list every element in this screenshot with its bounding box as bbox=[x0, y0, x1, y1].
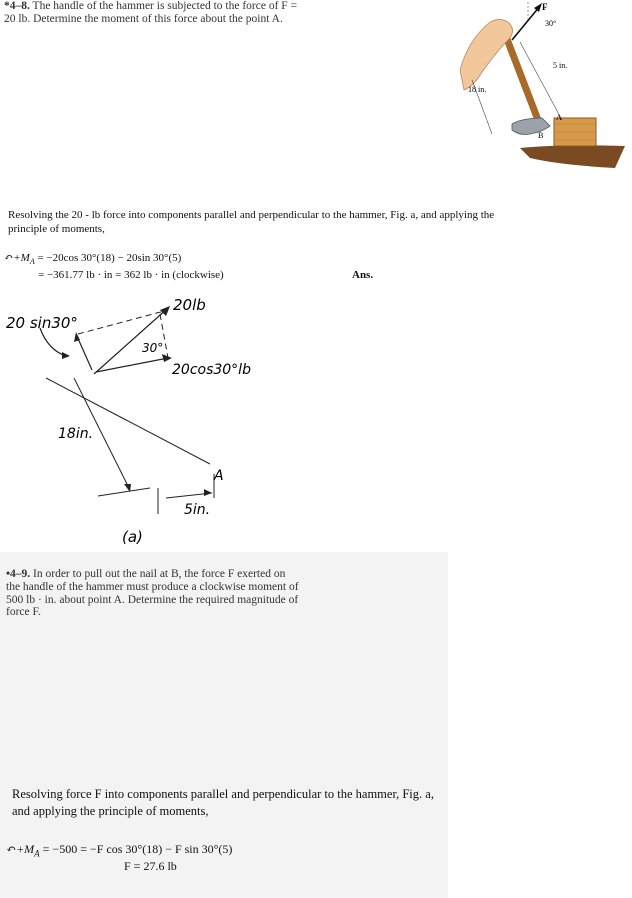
sketch-label-20lb: 20lb bbox=[173, 296, 206, 314]
solution-4-8-intro: Resolving the 20 - lb force into components parallel and perpendicular to the hammer, Fig. a, and applying the principle of moments, bbox=[8, 209, 495, 235]
sketch-a bbox=[0, 288, 310, 550]
floor-board bbox=[520, 145, 625, 168]
force-label: F bbox=[542, 2, 548, 12]
moment-equation-line1 bbox=[4, 251, 181, 266]
problem-number: *4–8. bbox=[4, 0, 30, 12]
moment-rhs: = −20cos 30°(18) − 20sin 30°(5) bbox=[37, 252, 182, 264]
problem-text: The handle of the hammer is subjected to the force of F = 20 lb. Determine the moment of this force about the point A. bbox=[4, 0, 298, 25]
sketch-label-a: A bbox=[214, 468, 224, 484]
problem-4-9-statement bbox=[6, 568, 302, 619]
hand bbox=[460, 19, 513, 90]
solution-4-9-intro: Resolving force F into components parallel and perpendicular to the hammer, Fig. a, and applying the principle of moments, bbox=[12, 787, 434, 818]
problem-number: •4–9. bbox=[6, 568, 31, 580]
handle-reference-line bbox=[46, 378, 210, 464]
problem-text: In order to pull out the nail at B, the force F exerted on the handle of the hammer must produce a clockwise moment of 500 lb · in. about point A. Determine the required magnitude of force F. bbox=[6, 568, 299, 619]
sketch-caption: (a) bbox=[122, 528, 143, 546]
moment-sign-icon: ↶ bbox=[6, 842, 17, 856]
angle-label: 30° bbox=[545, 19, 557, 28]
moment-subscript: A bbox=[34, 848, 40, 859]
sketch-label-5: 5in. bbox=[184, 502, 211, 518]
sketch-label-18: 18in. bbox=[58, 426, 94, 442]
force-result: F = 27.6 lb bbox=[124, 859, 177, 873]
moment-lhs: +M bbox=[13, 252, 30, 264]
point-a-label: A bbox=[556, 113, 562, 122]
moment-rhs: = −500 = −F cos 30°(18) − F sin 30°(5) bbox=[42, 842, 233, 856]
moment-subscript: A bbox=[29, 257, 35, 267]
cos-component-arrow bbox=[96, 358, 168, 372]
moment-equation-line2: = −361.77 lb · in = 362 lb · in (clockwise) bbox=[38, 269, 224, 281]
sketch-label-sin: 20 sin30° bbox=[6, 314, 78, 332]
point-b-label: B bbox=[538, 131, 544, 140]
sketch-label-cos: 20cos30°lb bbox=[172, 362, 251, 378]
moment-equation-4-9-line1 bbox=[6, 842, 232, 858]
hammer-head bbox=[512, 118, 550, 135]
hammer-figure bbox=[450, 0, 630, 180]
problem-4-8-statement bbox=[4, 0, 304, 26]
dim-5-label: 5 in. bbox=[553, 61, 568, 70]
force-arrow bbox=[512, 6, 540, 40]
moment-sign-icon: ↶ bbox=[4, 252, 14, 264]
moment-lhs: +M bbox=[16, 842, 35, 856]
answer-label: Ans. bbox=[352, 269, 374, 281]
dim-18-label: 18 in. bbox=[468, 85, 487, 94]
sketch-label-angle: 30° bbox=[142, 341, 164, 355]
